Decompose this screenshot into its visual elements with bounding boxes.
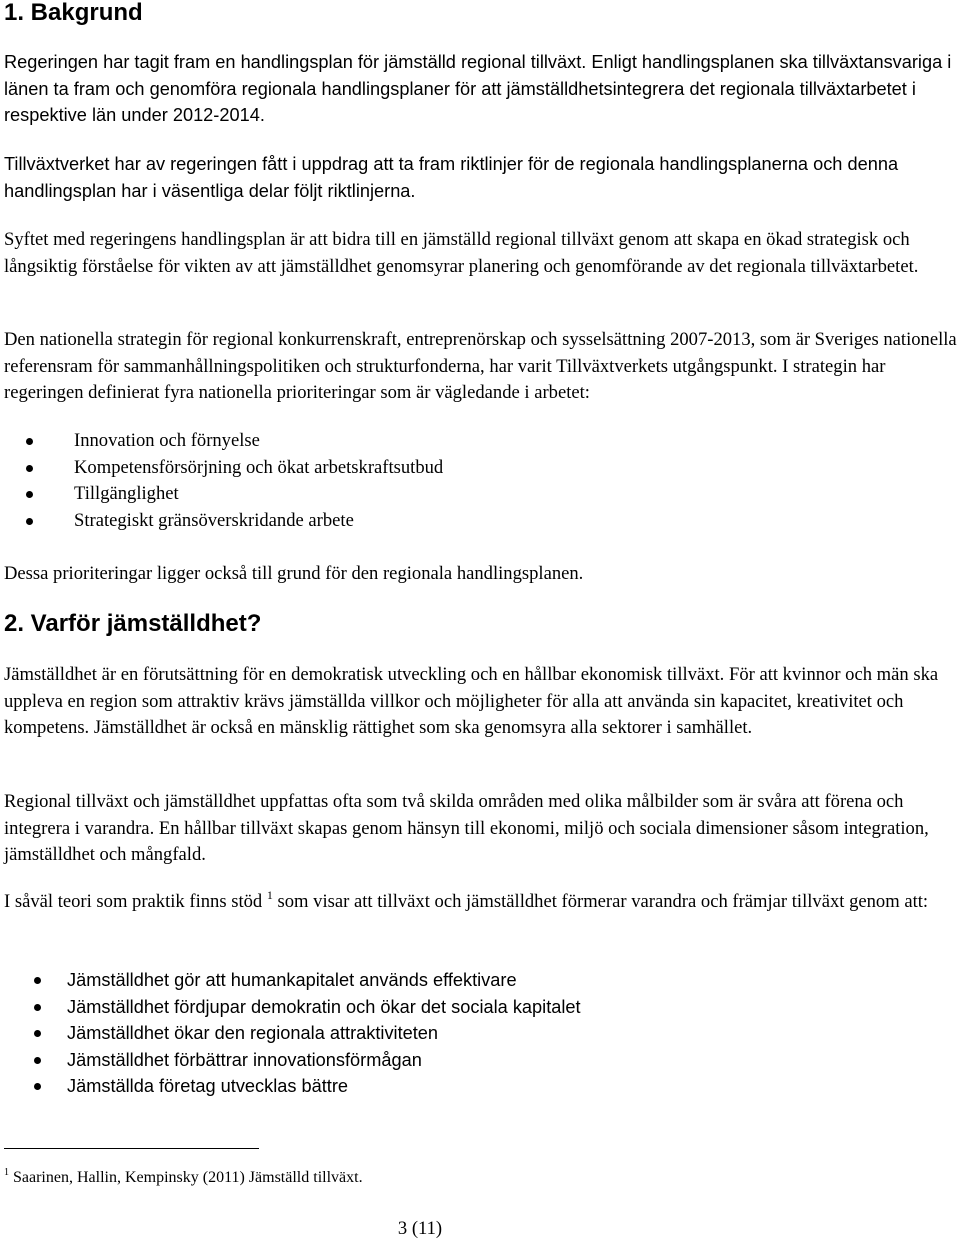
paragraph-nationella-strategin: Den nationella strategin för regional konkurrenskraft, entreprenörskap och sysselsättning 2007-2013, som är Sveriges nationella referensram för sammanhållningspolitiken och strukturfonderna, har varit Tillväxtverkets utgångspunkt. I strategin har regeringen definierat fyra nationella prioriteringar som är vägledande i arbetet: xyxy=(4,329,957,403)
priorities-list xyxy=(4,428,443,534)
list-item: Tillgänglighet xyxy=(4,481,443,508)
list-item: Jämställdhet förbättrar innovationsförmågan xyxy=(4,1047,581,1074)
paragraph-text-after-ref: som visar att tillväxt och jämställdhet förmerar varandra och främjar tillväxt genom att: xyxy=(272,891,929,912)
paragraph-syfte: Syftet med regeringens handlingsplan är att bidra till en jämställd regional tillväxt genom att skapa en ökad strategisk och långsiktig förståelse för vikten av att jämställdhet genomsyrar planering och genomförande av det regionala tillväxtarbetet. xyxy=(4,229,919,277)
paragraph-forutsattning: Jämställdhet är en förutsättning för en demokratisk utveckling och en hållbar ekonomisk tillväxt. För att kvinnor och män ska uppleva en region som attraktiv krävs jämställda villkor och möjligheter för alla att använda sin kapacitet, kreativitet och kompetens. Jämställdhet är också en mänsklig rättighet som ska genomsyra alla sektorer i samhället. xyxy=(4,664,939,738)
list-item: Strategiskt gränsöverskridande arbete xyxy=(4,508,443,535)
paragraph-text-before-ref: I såväl teori som praktik finns stöd xyxy=(4,891,263,912)
list-item: Jämställdhet ökar den regionala attraktiviteten xyxy=(4,1020,581,1047)
footnote xyxy=(4,1168,363,1188)
list-item: Innovation och förnyelse xyxy=(4,428,443,455)
footnote-divider xyxy=(4,1148,259,1149)
paragraph-tillvaxtverket: Tillväxtverket har av regeringen fått i uppdrag att ta fram riktlinjer för de regionala handlingsplanerna och denna handlingsplan har i väsentliga delar följt riktlinjerna. xyxy=(4,154,899,201)
paragraph-handlingsplan: Regeringen har tagit fram en handlingsplan för jämställd regional tillväxt. Enligt handlingsplanen ska tillväxtansvariga i länen ta fram och genomföra regionala handlingsplaner för att jämställdhetsintegrera det regionala tillväxtarbetet i respektive län under 2012-2014. xyxy=(4,52,952,125)
list-item: Kompetensförsörjning och ökat arbetskraftsutbud xyxy=(4,455,443,482)
benefits-list xyxy=(4,967,581,1100)
footnote-text: Saarinen, Hallin, Kempinsky (2011) Jämställd tillväxt. xyxy=(9,1169,363,1186)
paragraph-prioriteringar: Dessa prioriteringar ligger också till grund för den regionala handlingsplanen. xyxy=(4,563,584,584)
footnote-reference[interactable]: 1 xyxy=(266,888,273,902)
list-item: Jämställdhet fördjupar demokratin och ökar det sociala kapitalet xyxy=(4,994,581,1021)
page-number: 3 (11) xyxy=(397,1218,443,1239)
section-heading-varfor-jamstalldhet: 2. Varför jämställdhet? xyxy=(4,610,262,637)
list-item: Jämställda företag utvecklas bättre xyxy=(4,1073,581,1100)
footnote-number: 1 xyxy=(4,1167,9,1178)
list-item: Jämställdhet gör att humankapitalet används effektivare xyxy=(4,967,581,994)
paragraph-regional-tillvaxt: Regional tillväxt och jämställdhet uppfattas ofta som två skilda områden med olika målbilder som är svåra att förena och integrera i varandra. En hållbar tillväxt skapas genom hänsyn till ekonomi, miljö och sociala dimensioner såsom integration, jämställdhet och mångfald. xyxy=(4,791,929,865)
section-heading-bakgrund: 1. Bakgrund xyxy=(4,0,143,26)
paragraph-teori-praktik xyxy=(4,889,958,916)
